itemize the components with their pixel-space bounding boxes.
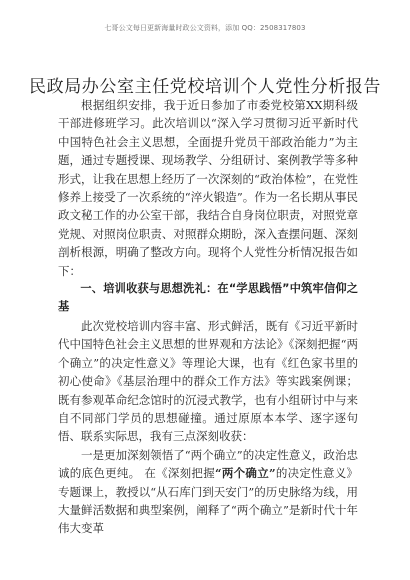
point-text-before: 一是更加深刻领悟了“两个确立”的决定性意义，政治忠诚的底色更纯。 在《深刻把握: [58, 447, 358, 481]
header-note: 七哥公文每日更新海量时政公文资料，添加 QQ：2508317803: [104, 24, 306, 32]
point-text-bold: “两个确立”: [214, 466, 276, 481]
document-body: [58, 96, 358, 538]
intro-paragraph: 根据组织安排，我于近日参加了市委党校第XX期科级干部进修班学习。此次培训以“深入学习贯彻习近平新时代中国特色社会主义思想，全面提升党员干部政治能力”为主题，通过专题授课、现场教学、分组研讨、案例教学等多种形式，让我在思想上经历了一次深刻的“政治体检”，在党性修养上接受了一次系统的“淬火锻造”。作为一名长期从事民政文秘工作的办公室干部，我结合自身岗位职责，对照党章党规、对照岗位职责、对照群众期盼，深入查摆问题、深刻剖析根源，明确了整改方向。现将个人党性分析情况报告如下：: [58, 98, 358, 278]
point-text-after: 的决定性意义》专题课上，教授以“从石库门到天安门”的历史脉络为线，用大量鲜活数据和典型案例，阐释了“两个确立”是新时代十年伟大变革: [58, 466, 359, 536]
section-paragraph: 此次党校培训内容丰富、形式鲜活，既有《习近平新时代中国特色社会主义思想的世界观和方法论》《深刻把握“两个确立”的决定性意义》等理论大课，也有《红色家书里的初心使命》《基层治理中的群众工作方法》等实践案例课；既有参观革命纪念馆时的沉浸式教学，也有小组研讨中与来自不同部门学员的思想碰撞。通过原原本本学、逐字逐句悟、联系实际思，我有三点深刻收获：: [58, 318, 358, 444]
section-heading: 一、培训收获与思想洗礼：在“学思践悟”中筑牢信仰之基: [58, 282, 358, 314]
document-title: 民政局办公室主任党校培训个人党性分析报告: [29, 77, 381, 97]
point-paragraph: [58, 446, 358, 538]
